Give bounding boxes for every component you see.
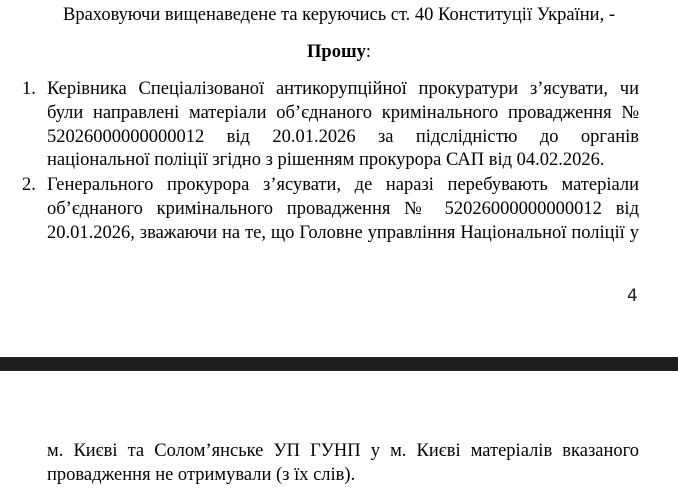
list-number: 2. (22, 175, 36, 195)
page-break-separator (0, 357, 678, 371)
document-page-5 (0, 371, 678, 490)
list-item-line: 20.01.2026, зважаючи на те, що Головне управління Національної поліції у (47, 223, 639, 243)
list-item-line: 52026000000000012 від 20.01.2026 за підслідністю до органів (47, 127, 639, 147)
continuation-line: м. Києві та Солом’янське УП ГУНП у м. Києві матеріалів вказаного (47, 441, 639, 461)
request-heading-colon: : (365, 42, 371, 62)
intro-paragraph: Враховуючи вищенаведене та керуючись ст. 40 Конституції України, - (62, 5, 615, 25)
list-item-line: Генерального прокурора з’ясувати, де наразі перебувають матеріали (47, 175, 639, 195)
request-heading-text: Прошу (307, 42, 366, 62)
list-item-line: національної поліції згідно з рішенням прокурора САП від 04.02.2026. (47, 150, 605, 170)
list-item-line: були направлені матеріали об’єднаного кримінального провадження № (47, 103, 639, 123)
list-number: 1. (22, 79, 36, 99)
continuation-line: провадження не отримували (з їх слів). (47, 465, 356, 485)
list-item-line: об’єднаного кримінального провадження № 52026000000000012 від (47, 199, 639, 219)
list-item-line: Керівника Спеціалізованої антикорупційної прокуратури з’ясувати, чи (47, 79, 639, 99)
page-number: 4 (627, 286, 638, 306)
request-heading (0, 41, 678, 63)
